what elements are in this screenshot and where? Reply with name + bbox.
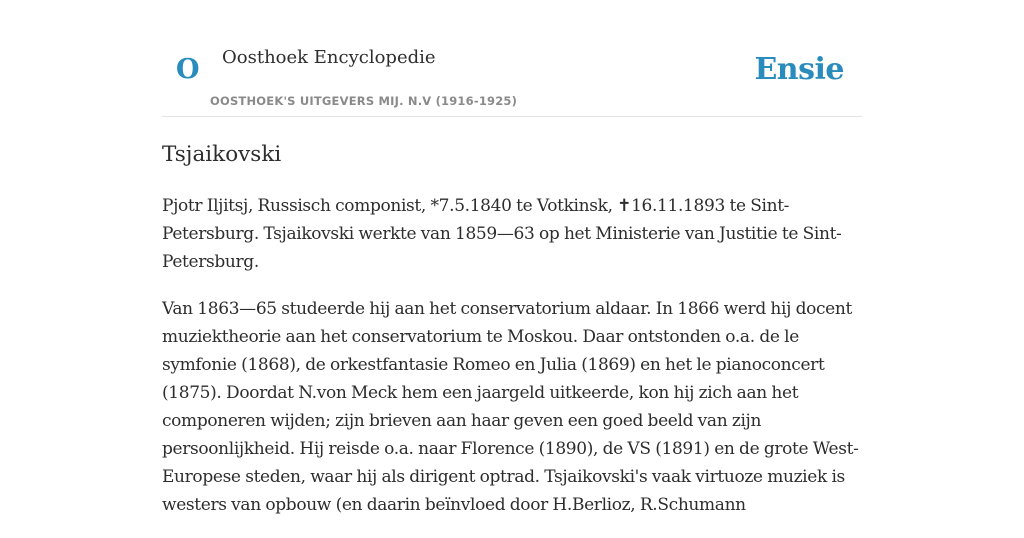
- article-title: Tsjaikovski: [162, 142, 282, 167]
- article-paragraph: Pjotr Iljitsj, Russisch componist, *7.5.1840 te Votkinsk, ✝16.11.1893 te Sint-Petersburg. Tsjaikovski werkte van 1859—63 op het Ministerie van Justitie te Sint-Petersburg.: [162, 196, 842, 272]
- site-title[interactable]: Oosthoek Encyclopedie: [222, 47, 436, 68]
- logo-icon[interactable]: O: [176, 54, 200, 85]
- article-body: [162, 192, 862, 538]
- page: [162, 0, 862, 515]
- brand-logo[interactable]: Ensie: [754, 52, 844, 87]
- article-paragraph: Van 1863—65 studeerde hij aan het conservatorium aldaar. In 1866 werd hij docent muziektheorie aan het conservatorium te Moskou. Daar ontstonden o.a. de le symfonie (1868), de orkestfantasie Romeo en Julia (1869) en het le pianoconcert (1875). Doordat N.von Meck hem een jaargeld uitkeerde, kon hij zich aan het componeren wijden; zijn brieven aan haar geven een goed beeld van zijn persoonlijkheid. Hij reisde o.a. naar Florence (1890), de VS (1891) en de grote West-Europese steden, waar hij als dirigent optrad. Tsjaikovski's vaak virtuoze muziek is westers van opbouw (en daarin beïnvloed door H.Berlioz, R.Schumann: [162, 299, 859, 515]
- site-header: [162, 0, 862, 117]
- publisher-subtitle: OOSTHOEK'S UITGEVERS MIJ. N.V (1916-1925): [210, 94, 518, 108]
